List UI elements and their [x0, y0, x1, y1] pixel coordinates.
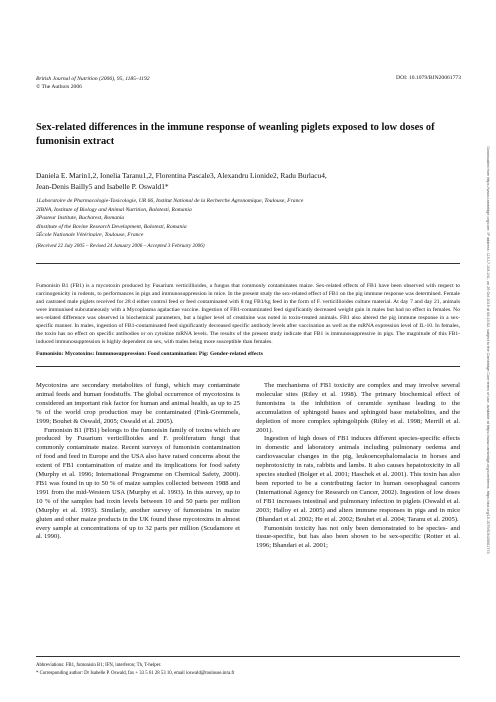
- affiliation-1: 1Laboratoire de Pharmacologie-Toxicologie, UR 66, Institut National de la Recherche Agronomique, Toulouse, France: [36, 198, 304, 204]
- footnote-rule: [36, 656, 460, 657]
- footnotes: [36, 662, 460, 677]
- body-paragraph: Fumonisin B1 (FB1) belongs to the fumonisin family of toxins which are produced by Fusarium verticillioides and F. proliferatum fungi that commonly contaminate maize. Recent surveys of fumonisin contamination of food and feed in Europe and the USA also have raised concerns about the extent of FB1 contamination of maize and its implications for food safety (Murphy et al. 1996; International Programme on Chemical Safety, 2000). FB1 was found in up to 50 % of maize samples collected between 1988 and 1991 from the mid-Western USA (Murphy et al. 1993). In this survey, up to 10 % of the samples had toxin levels between 10 and 50 parts per million (Murphy et al. 1993). Similarly, another survey of fumonisins in maize gluten and other maize products in the UK found these mycotoxins in almost every sample at concentrations of up to 32 parts per million (Scudamore et al. 1990).: [36, 426, 240, 541]
- article-title: Sex-related differences in the immune response of weanling piglets exposed to low doses of fumonisin extract: [36, 122, 435, 147]
- author-list: [36, 170, 466, 192]
- journal-line: British Journal of Nutrition (2006), 95, 1185–1192: [36, 76, 150, 82]
- body-paragraph: Fumonisin toxicity has not only been demonstrated to be species- and tissue-specific, but has also been shown to be sex-specific (Rotter et al. 1996; Bhandari et al. 2001;: [256, 524, 460, 550]
- affiliations: [36, 197, 466, 240]
- body-paragraph: Ingestion of high doses of FB1 induces different species-specific effects in domestic and laboratory animals including pulmonary oedema and cardiovascular changes in the pig, leukoencephalomalacia in horses and nephrotoxicity in rats, rabbits and lambs. It also causes hepatotoxicity in all species studied (Bolger et al. 2001; Haschek et al. 2001). This toxin has also been reported to be a contributing factor in human oesophageal cancers (International Agency for Research on Cancer, 2002). Ingestion of low doses of FB1 increases intestinal and pulmonary infection in piglets (Oswald et al. 2003; Halloy et al. 2005) and alters immune responses in pigs and in mice (Bhandari et al. 2002; He et al. 2002; Bouhet et al. 2004; Taranu et al. 2005).: [256, 435, 460, 523]
- corresponding-author-note: * Corresponding author: Dr Isabelle P. Oswald, fax + 33 5 61 28 53 10, email ioswald@toulouse.inra.fr: [36, 670, 235, 676]
- doi-line[interactable]: DOI: 10.1079/BJN20061773: [396, 75, 461, 81]
- affiliation-3: 3Pasteur Institute, Bucharest, Romania: [36, 215, 125, 222]
- affiliation-4: 4Institute of the Bovine Research Development, Balotesti, Romania: [36, 223, 187, 230]
- journal-reference: [36, 75, 150, 91]
- copyright-line: © The Authors 2006: [36, 84, 82, 90]
- abstract-top-rule: [36, 263, 460, 264]
- abstract-bottom-rule: [36, 366, 460, 367]
- body-paragraph: Mycotoxins are secondary metabolites of fungi, which may contaminate animal feeds and human foodstuffs. The global occurrence of mycotoxins is considered an important risk factor for human and animal health, as up to 25 % of the world crop production may be contaminated (Fink-Gremmels, 1999; Bouhet & Oswald, 2005; Oswald et al. 2005).: [36, 382, 240, 425]
- authors-line-2: Jean-Denis Bailly5 and Isabelle P. Oswald1*: [36, 182, 169, 191]
- download-sidebar: [484, 30, 492, 670]
- authors-line-1: Daniela E. Marin1,2, Ionelia Taranu1,2, Florentina Pascale3, Alexandru Lionide2, Radu Burlacu4,: [36, 171, 327, 180]
- body-right-column: [256, 382, 460, 551]
- keywords: Fumonisin: Mycotoxins: Immunosuppression: Food contamination: Pig: Gender-related effects: [36, 351, 263, 357]
- download-notice[interactable]: Downloaded from https://www.cambridge.org/core. IP address: 115.17.103.241, on 29 Oct 2019 at 06:15:52, subject to the Cambridge Core terms of use, available at https://www.cambridge.org/core/terms. https://doi.org/10.1079/BJN20061773: [486, 146, 490, 554]
- received-dates: (Received 22 July 2005 – Revised 24 January 2006 – Accepted 3 February 2006): [36, 243, 205, 249]
- affiliation-5: 5École Nationale Vétérinaire, Toulouse, France: [36, 232, 144, 239]
- abstract: Fumonisin B1 (FB1) is a mycotoxin produced by Fusarium verticillioides, a fungus that commonly contaminates maize. Sex-related effects of FB1 have been observed with respect to carcinogenicity in rodents, to performances in pigs and immunosuppression in mice. In the present study the sex-related effect of FB1 on the pig immune response was determined. Female and castrated male piglets received for 28 d either control feed or feed contaminated with 8 mg FB1/kg feed in the form of F. verticillioides culture material. At day 7 and day 21, animals were immunised subcutaneously with a Mycoplasma agalactiae vaccine. Ingestion of FB1-contaminated feed significantly decreased weight gain in males but had no effect in females. No sex-related difference was observed in biochemical parameters, but a higher level of creatinine was noted in toxin-treated animals. FB1 also altered the pig immune response in a sex-specific manner. In males, ingestion of FB1-contaminated feed significantly decreased specific antibody levels after vaccination as well as the mRNA expression level of IL-10. In females, the toxin has no effect on specific antibodies or on cytokine mRNA levels. The results of the present study indicate that FB1 is immunosuppressive in pigs. The magnitude of this FB1-induced immunosuppression is highly dependent on sex, with males being more susceptible than females.: [36, 283, 460, 346]
- abbreviations-note: Abbreviations: FB1, fumonisin B1; IFN, interferon; Th, T-helper.: [36, 663, 162, 668]
- affiliation-2: 2IBNA, Institute of Biology and Animal Nutrition, Balotesti, Romania: [36, 206, 192, 213]
- body-left-column: [36, 382, 240, 542]
- body-paragraph: The mechanisms of FB1 toxicity are complex and may involve several molecular sites (Riley et al. 1998). The primary biochemical effect of fumonisins is the inhibition of ceramide synthase leading to the accumulation of sphingoid bases and sphingoid base metabolites, and the depletion of more complex sphingolipids (Riley et al. 1998; Merrill et al. 2001).: [256, 382, 460, 434]
